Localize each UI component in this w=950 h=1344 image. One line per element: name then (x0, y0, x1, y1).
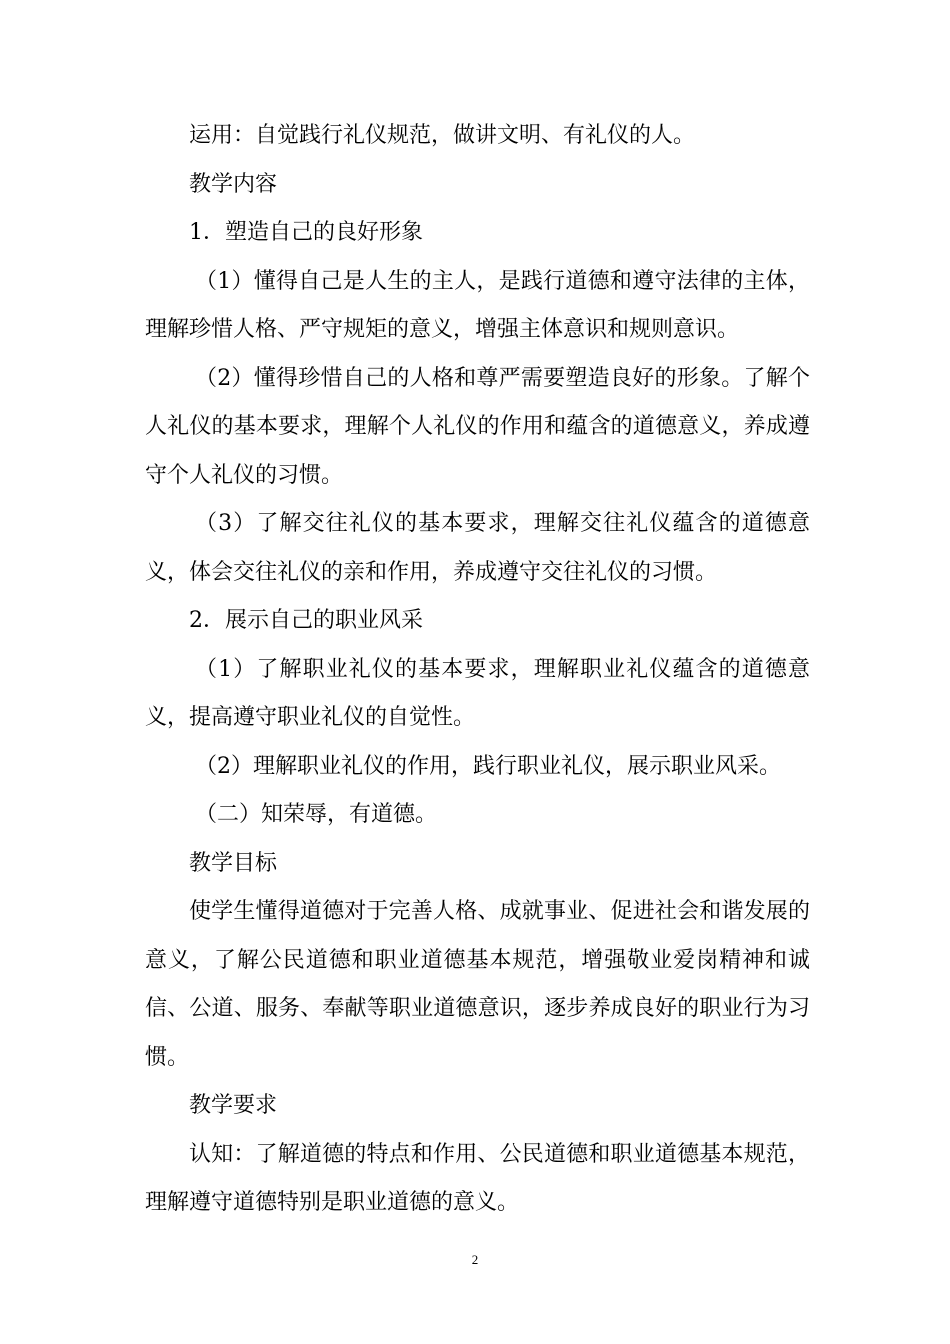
heading-teaching-goal: 教学目标 (189, 850, 278, 876)
heading-teaching-requirements: 教学要求 (189, 1093, 278, 1118)
paragraph-application: 运用：自觉践行礼仪规范，做讲文明、有礼仪的人。 (189, 123, 696, 148)
page-number: 2 (471, 1252, 479, 1267)
heading-teaching-content: 教学内容 (189, 171, 278, 197)
heading-honor-morality: （二）知荣辱，有道德。 (195, 802, 438, 827)
heading-good-image: 1．塑造自己的良好形象 (189, 220, 423, 245)
paragraph-image-2: （2）懂得珍惜自己的人格和尊严需要塑造良好的形象。了解个人礼仪的基本要求，理解个人礼仪的作用和蕴含的道德意义，养成遵守个人礼仪的习惯。 (145, 365, 810, 488)
paragraph-image-3: （3）了解交往礼仪的基本要求，理解交往礼仪蕴含的道德意义，体会交往礼仪的亲和作用，养成遵守交往礼仪的习惯。 (145, 511, 810, 585)
heading-career-style: 2．展示自己的职业风采 (189, 608, 423, 633)
document-body (145, 112, 810, 1228)
paragraph-career-2: （2）理解职业礼仪的作用，践行职业礼仪，展示职业风采。 (195, 753, 781, 779)
paragraph-image-1: （1）懂得自己是人生的主人，是践行道德和遵守法律的主体，理解珍惜人格、严守规矩的意义，增强主体意识和规则意识。 (145, 268, 810, 342)
paragraph-cognition: 认知：了解道德的特点和作用、公民道德和职业道德基本规范，理解遵守道德特别是职业道德的意义。 (145, 1141, 810, 1215)
paragraph-career-1: （1）了解职业礼仪的基本要求，理解职业礼仪蕴含的道德意义，提高遵守职业礼仪的自觉性。 (145, 656, 810, 730)
paragraph-teaching-goal: 使学生懂得道德对于完善人格、成就事业、促进社会和谐发展的意义，了解公民道德和职业道德基本规范，增强敬业爱岗精神和诚信、公道、服务、奉献等职业道德意识，逐步养成良好的职业行为习惯。 (145, 899, 810, 1070)
